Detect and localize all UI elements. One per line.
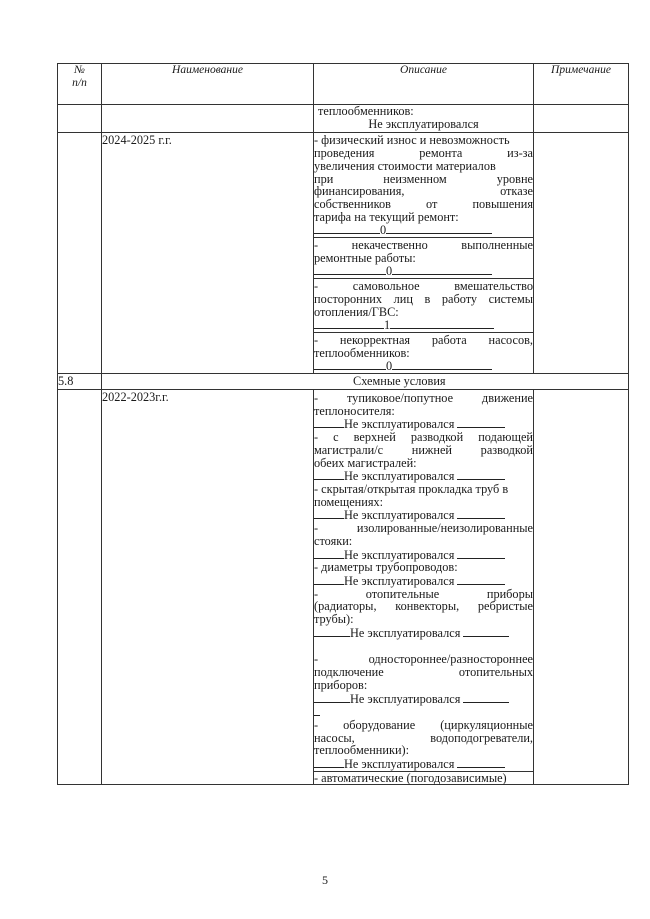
header-description: Описание <box>314 64 534 105</box>
desc-line: насосы, водоподогреватели, <box>314 730 533 745</box>
data-table <box>57 63 629 785</box>
desc-line: - с верхней разводкой подающей <box>314 430 533 445</box>
desc-segment <box>314 238 533 279</box>
desc-line: - некачественно выполненные <box>314 238 533 253</box>
desc-line: - автоматические (погодозависимые) <box>314 771 533 785</box>
section-row <box>58 374 629 390</box>
desc-line: - отопительные приборы <box>314 586 533 601</box>
desc-value: 0 <box>386 264 393 279</box>
desc-value-line <box>314 417 533 431</box>
desc-line: стояки: <box>314 533 353 548</box>
desc-value: Не эксплуатировался <box>350 691 461 706</box>
desc-value-line <box>314 548 533 562</box>
cell-num <box>58 105 102 133</box>
desc-item <box>314 719 533 771</box>
desc-line: - скрытая/открытая прокладка труб в <box>314 481 509 496</box>
cell-num <box>58 390 102 785</box>
desc-line: теплообменников: <box>318 104 414 118</box>
desc-value: Не эксплуатировался <box>344 757 455 772</box>
desc-line: тарифа на текущий ремонт: <box>314 209 459 224</box>
desc-line: теплоносителя: <box>314 403 395 418</box>
desc-line: обеих магистралей: <box>314 455 417 470</box>
desc-value: 1 <box>384 318 391 333</box>
row-period-2024: 2024-2025 г.г. <box>102 133 314 374</box>
desc-segment <box>314 279 533 333</box>
desc-line: - самовольное вмешательство <box>314 279 533 294</box>
section-title <box>102 374 629 390</box>
desc-segment <box>314 333 533 373</box>
desc-value: 0 <box>380 223 387 238</box>
desc-value: Не эксплуатировался <box>350 625 461 640</box>
table-row-2024 <box>58 133 629 374</box>
desc-line: приборов: <box>314 677 368 692</box>
desc-line: - тупиковое/попутное движение <box>314 391 533 406</box>
desc-value-line <box>314 469 533 483</box>
desc-value: Не эксплуатировался <box>344 508 455 523</box>
cell-note <box>534 133 629 374</box>
desc-line: магистрали/с нижней разводкой <box>314 442 533 457</box>
spacer <box>314 639 533 653</box>
desc-line: проведения ремонта из-за <box>314 146 533 161</box>
header-name: Наименование <box>102 64 314 105</box>
desc-line: увеличения стоимости материалов <box>314 158 496 173</box>
section-number: 5.8 <box>58 374 102 390</box>
desc-value-line <box>314 359 533 373</box>
desc-value: Не эксплуатировался <box>344 417 455 432</box>
table-row <box>58 105 629 133</box>
cell-name <box>102 105 314 133</box>
table-header-row <box>58 64 629 105</box>
desc-line: - физический износ и невозможность <box>314 133 510 148</box>
desc-line: (радиаторы, конвекторы, ребристые <box>314 599 533 614</box>
desc-line: - одностороннее/разностороннее <box>314 652 533 667</box>
desc-value-line <box>314 264 533 278</box>
desc-item <box>314 483 533 522</box>
desc-line: - некорректная работа насосов, <box>314 332 533 347</box>
desc-item <box>314 561 533 587</box>
desc-item <box>314 522 533 561</box>
desc-value-line <box>314 574 533 588</box>
desc-value-line <box>314 626 533 640</box>
table-row-2022 <box>58 390 629 785</box>
cell-note <box>534 390 629 785</box>
desc-item <box>314 588 533 640</box>
desc-line: отопления/ГВС: <box>314 304 399 319</box>
cell-note <box>534 105 629 133</box>
desc-segment <box>314 133 533 238</box>
desc-value-line <box>314 692 533 706</box>
desc-value: Не эксплуатировался <box>344 547 455 562</box>
desc-value: Не эксплуатировался <box>344 573 455 588</box>
desc-value-line <box>314 508 533 522</box>
desc-line: теплообменники): <box>314 743 410 758</box>
desc-line: при неизменном уровне <box>314 171 533 186</box>
desc-value-line <box>314 705 533 719</box>
header-number: № п/п <box>58 64 102 105</box>
desc-line: ремонтные работы: <box>314 250 416 265</box>
desc-line: - изолированные/неизолированные <box>314 521 533 536</box>
cell-num <box>58 133 102 374</box>
desc-value-line <box>314 318 533 332</box>
page-number: 5 <box>322 873 328 887</box>
desc-line: - диаметры трубопроводов: <box>314 560 458 575</box>
section-title-text: Схемные условия <box>353 374 446 389</box>
desc-line: посторонних лиц в работу системы <box>314 291 533 306</box>
desc-item <box>314 392 533 431</box>
row-period-2022: 2022-2023г.г. <box>102 390 314 785</box>
desc-value: Не эксплуатировался <box>368 116 479 131</box>
desc-value-line <box>314 223 533 237</box>
desc-value: 0 <box>386 359 393 374</box>
cell-desc-2022 <box>314 390 534 785</box>
desc-item <box>314 653 533 719</box>
desc-line: - оборудование (циркуляционные <box>314 717 533 732</box>
desc-line: подключение отопительных <box>314 665 533 680</box>
cell-desc-2024 <box>314 133 534 374</box>
desc-line: финансирования, отказе <box>314 184 533 199</box>
desc-line: помещениях: <box>314 494 384 509</box>
desc-line: собственников от повышения <box>314 196 533 211</box>
desc-line: теплообменников: <box>314 345 410 360</box>
desc-line: трубы): <box>314 612 354 627</box>
desc-value: Не эксплуатировался <box>344 469 455 484</box>
desc-value-line <box>314 757 533 771</box>
cell-desc <box>314 105 534 133</box>
desc-item <box>314 431 533 483</box>
header-note: Примечание <box>534 64 629 105</box>
